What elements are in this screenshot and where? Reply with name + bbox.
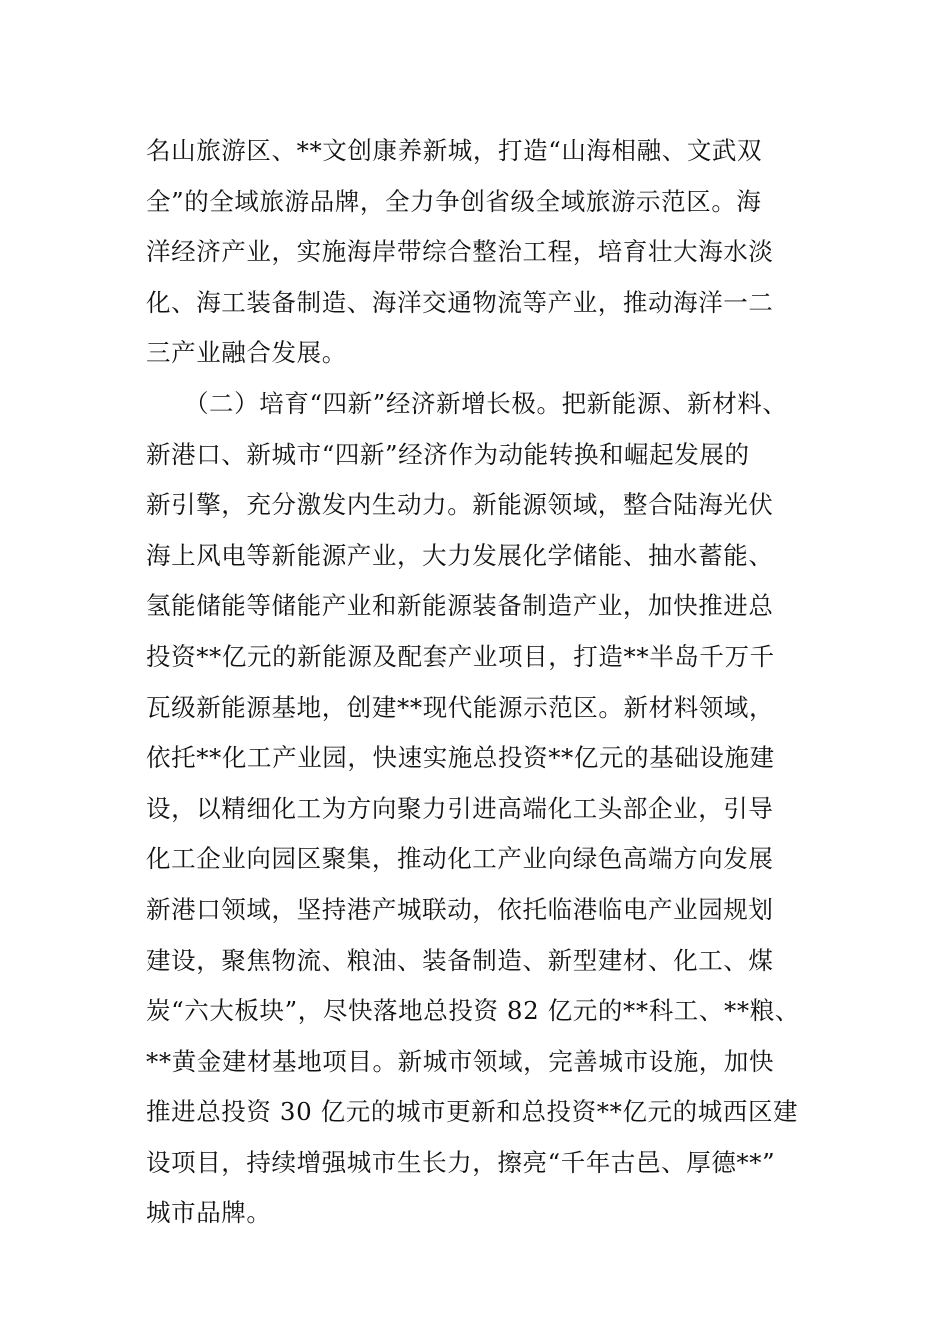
text-line: 新港口领域，坚持港产城联动，依托临港临电产业园规划 bbox=[146, 894, 774, 924]
text-line: 氢能储能等储能产业和新能源装备制造产业，加快推进总 bbox=[146, 591, 774, 621]
text-line: 新港口、新城市“四新”经济作为动能转换和崛起发展的 bbox=[146, 439, 750, 469]
body-text bbox=[146, 126, 846, 1239]
text-line: 名山旅游区、**文创康养新城，打造“山海相融、文武双 bbox=[146, 136, 763, 165]
text-line: 设，以精细化工为方向聚力引进高端化工头部企业，引导 bbox=[146, 793, 774, 823]
text-line: 全”的全域旅游品牌，全力争创省级全域旅游示范区。海 bbox=[146, 186, 762, 216]
text-line: 化工企业向园区聚集，推动化工产业向绿色高端方向发展 bbox=[146, 844, 774, 874]
text-line: 炭“六大板块”，尽快落地总投资 82 亿元的**科工、**粮、 bbox=[146, 996, 800, 1026]
text-line: 投资**亿元的新能源及配套产业项目，打造**半岛千万千 bbox=[146, 641, 775, 671]
text-line: 海上风电等新能源产业，大力发展化学储能、抽水蓄能、 bbox=[146, 540, 774, 570]
text-line: 化、海工装备制造、海洋交通物流等产业，推动海洋一二 bbox=[146, 287, 774, 317]
text-line: 依托**化工产业园，快速实施总投资**亿元的基础设施建 bbox=[146, 743, 775, 773]
text-line: 瓦级新能源基地，创建**现代能源示范区。新材料领域， bbox=[146, 692, 775, 722]
text-line: 建设，聚焦物流、粮油、装备制造、新型建材、化工、煤 bbox=[146, 945, 774, 975]
text-line: 城市品牌。 bbox=[146, 1198, 272, 1228]
text-line: 推进总投资 30 亿元的城市更新和总投资**亿元的城西区建 bbox=[146, 1097, 799, 1127]
text-line: 设项目，持续增强城市生长力，擦亮“千年古邑、厚德**” bbox=[146, 1147, 776, 1177]
text-line: **黄金建材基地项目。新城市领域，完善城市设施，加快 bbox=[146, 1046, 775, 1076]
text-line: 三产业融合发展。 bbox=[146, 338, 347, 368]
text-line: 新引擎，充分激发内生动力。新能源领域，整合陆海光伏 bbox=[146, 490, 774, 520]
section-heading-line: （二）培育“四新”经济新增长极。把新能源、新材料、 bbox=[146, 388, 788, 418]
text-line: 洋经济产业，实施海岸带综合整治工程，培育壮大海水淡 bbox=[146, 237, 774, 267]
